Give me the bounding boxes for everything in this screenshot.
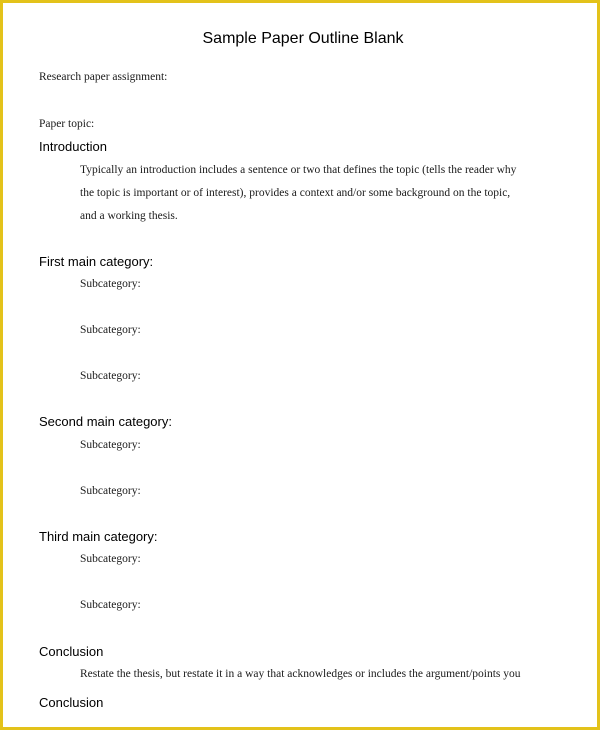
introduction-heading: Introduction bbox=[39, 139, 107, 154]
first-category-subcategory-2: Subcategory: bbox=[80, 324, 141, 336]
second-category-subcategory-1: Subcategory: bbox=[80, 439, 141, 451]
third-category-subcategory-2: Subcategory: bbox=[80, 599, 141, 611]
conclusion-heading: Conclusion bbox=[39, 644, 104, 659]
first-category-subcategory-1: Subcategory: bbox=[80, 278, 141, 290]
introduction-line-2: the topic is important or of interest), provides a context and/or some background on the topic, bbox=[80, 187, 511, 199]
conclusion-heading-repeat: Conclusion bbox=[39, 695, 104, 710]
third-category-heading: Third main category: bbox=[39, 529, 158, 544]
assignment-label: Research paper assignment: bbox=[39, 71, 168, 83]
document-title: Sample Paper Outline Blank bbox=[202, 30, 404, 47]
third-category-subcategory-1: Subcategory: bbox=[80, 553, 141, 565]
first-category-subcategory-3: Subcategory: bbox=[80, 370, 141, 382]
second-category-subcategory-2: Subcategory: bbox=[80, 485, 141, 497]
introduction-line-3: and a working thesis. bbox=[80, 210, 178, 222]
introduction-line-1: Typically an introduction includes a sentence or two that defines the topic (tells the reader why bbox=[80, 164, 517, 176]
conclusion-line: Restate the thesis, but restate it in a way that acknowledges or includes the argument/points you bbox=[80, 668, 521, 680]
second-category-heading: Second main category: bbox=[39, 414, 172, 429]
first-category-heading: First main category: bbox=[39, 254, 154, 269]
topic-label: Paper topic: bbox=[39, 118, 95, 130]
